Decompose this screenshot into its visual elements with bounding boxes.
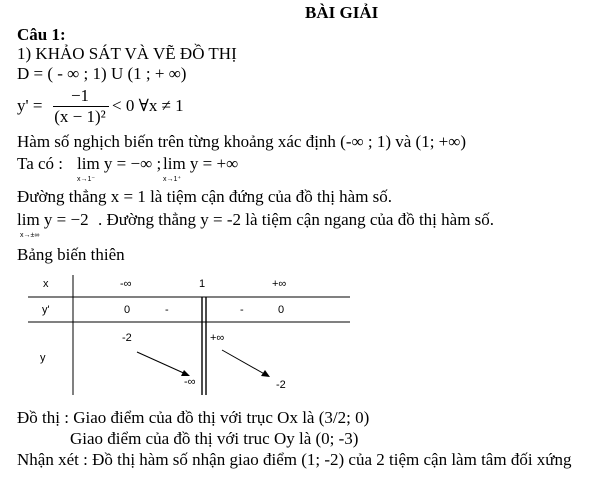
limit-right: lim y = +∞ [163,154,239,173]
monotonic-line: Hàm số nghịch biến trên từng khoảng xác định (-∞ ; 1) và (1; +∞) [17,132,467,151]
table-yprime-right-zero: 0 [278,304,285,316]
variation-table-title: Bảng biến thiên [17,245,125,264]
table-x-left: -∞ [120,278,132,290]
derivative-lhs: y' = [17,96,43,115]
vertical-asymptote-line: Đường thẳng x = 1 là tiệm cận đứng của đồ thị hàm số. [17,187,393,206]
table-x-right: +∞ [272,278,287,290]
derivative-numerator: −1 [70,86,90,105]
remark-line: Nhận xét : Đồ thị hàm số nhận giao điểm (1; -2) của 2 tiệm cận làm tâm đối xứng [17,450,572,469]
table-row-y-label: y [40,352,46,364]
horizontal-asymptote-line: . Đường thẳng y = -2 là tiệm cận ngang của đồ thị hàm số. [98,210,495,229]
limits-prefix: Ta có : [17,154,64,173]
question-label: Câu 1: [17,25,66,44]
domain-line: D = ( - ∞ ; 1) U (1 ; + ∞) [17,64,187,83]
graph-ox-line: Đồ thị : Giao điểm của đồ thị với trục Ox là (3/2; 0) [17,408,370,427]
table-yprime-left-sign: - [165,304,169,316]
page-title: BÀI GIẢI [305,3,379,22]
table-row-yprime-label: y' [42,304,50,316]
decrease-arrow-right [222,350,270,377]
horizontal-asymptote-limit-sub: x→±∞ [20,232,40,239]
table-y-left-bottom: -∞ [184,376,196,388]
derivative-rhs: < 0 ∀x ≠ 1 [112,96,184,115]
table-yprime-left-zero: 0 [124,304,131,316]
table-row-x-label: x [43,278,49,290]
table-x-mid: 1 [199,278,206,290]
table-y-right-top: +∞ [210,332,225,344]
limit-right-sub: x→1⁺ [163,176,182,183]
table-y-right-bottom: -2 [276,379,286,391]
horizontal-asymptote-limit: lim y = −2 [17,210,89,229]
section-heading: 1) KHẢO SÁT VÀ VẼ ĐỒ THỊ [17,44,237,63]
limit-left: lim y = −∞ ; [77,154,162,173]
table-y-left-top: -2 [122,332,132,344]
table-yprime-right-sign: - [240,304,244,316]
limit-left-sub: x→1⁻ [77,176,96,183]
derivative-denominator: (x − 1)² [54,107,106,126]
graph-oy-line: Giao điểm của đồ thị với truc Oy là (0; -3) [70,429,359,448]
decrease-arrow-left [137,352,190,376]
